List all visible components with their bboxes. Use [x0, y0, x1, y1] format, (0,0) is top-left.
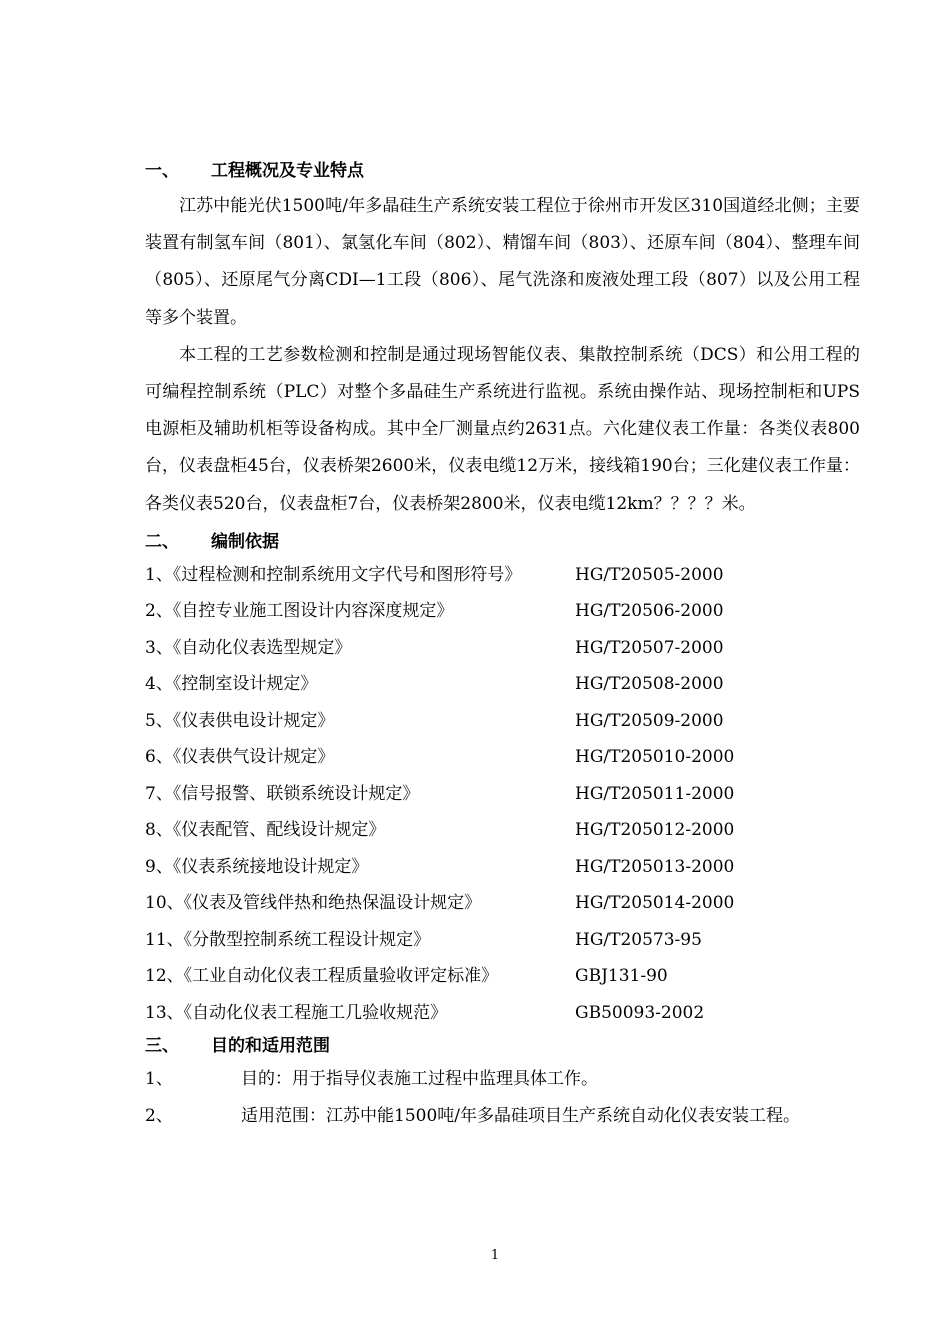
reference-code: HG/T20509-2000: [575, 710, 724, 731]
reference-code: HG/T205013-2000: [575, 856, 735, 877]
reference-code: HG/T205014-2000: [575, 893, 735, 914]
section-number: 一、: [145, 161, 179, 181]
reference-code: HG/T205010-2000: [575, 747, 735, 768]
overview-paragraphs: [145, 188, 860, 523]
scope-item-number: 2、: [145, 1105, 173, 1126]
section-number: 二、: [145, 531, 179, 552]
reference-item: [145, 812, 860, 849]
reference-title: 7、《信号报警、联锁系统设计规定》: [145, 783, 420, 804]
reference-item: [145, 630, 860, 667]
scope-item-number: 1、: [145, 1069, 173, 1090]
reference-title: 6、《仪表供气设计规定》: [145, 747, 335, 768]
reference-title: 11、《分散型控制系统工程设计规定》: [145, 929, 431, 950]
reference-item: [145, 666, 860, 703]
section-title: 工程概况及专业特点: [211, 161, 364, 181]
reference-code: HG/T20508-2000: [575, 674, 724, 695]
reference-item: [145, 776, 860, 813]
reference-title: 1、《过程检测和控制系统用文字代号和图形符号》: [145, 564, 522, 585]
section-title: 目的和适用范围: [211, 1036, 330, 1057]
reference-title: 9、《仪表系统接地设计规定》: [145, 856, 369, 877]
page-number: 1: [490, 1248, 500, 1263]
reference-title: 8、《仪表配管、配线设计规定》: [145, 820, 386, 841]
reference-item: [145, 885, 860, 922]
reference-list: [145, 557, 860, 1032]
reference-item: [145, 922, 860, 959]
overview-paragraph-1: 江苏中能光伏1500吨/年多晶硅生产系统安装工程位于徐州市开发区310国道经北侧；主要装置有制氢车间（801）、氯氢化车间（802）、精馏车间（803）、还原车间（804）、整理车间（805）、还原尾气分离CDI—1工段（806）、尾气洗涤和废液处理工段（807）以及公用工程等多个装置。: [145, 196, 860, 328]
scope-item-text: 目的：用于指导仪表施工过程中监理具体工作。: [241, 1069, 598, 1090]
overview-paragraph-2: 本工程的工艺参数检测和控制是通过现场智能仪表、集散控制系统（DCS）和公用工程的可编程控制系统（PLC）对整个多晶硅生产系统进行监视。系统由操作站、现场控制柜和UPS电源柜及辅助机柜等设备构成。其中全厂测量点约2631点。六化建仪表工作量：各类仪表800台，仪表盘柜45台，仪表桥架2600米，仪表电缆12万米，接线箱190台；三化建仪表工作量：各类仪表520台，仪表盘柜7台，仪表桥架2800米，仪表电缆12km？？？？米。: [145, 344, 860, 514]
section-heading-scope: [145, 1031, 860, 1061]
reference-item: [145, 849, 860, 886]
reference-code: GB50093-2002: [575, 1002, 705, 1023]
reference-item: [145, 703, 860, 740]
document-body: [145, 156, 860, 1134]
scope-list: [145, 1061, 860, 1134]
reference-item: [145, 739, 860, 776]
reference-code: HG/T20573-95: [575, 929, 702, 950]
reference-item: [145, 593, 860, 630]
section-number: 三、: [145, 1036, 179, 1057]
section-title: 编制依据: [211, 531, 279, 552]
scope-item-text: 适用范围：江苏中能1500吨/年多晶硅项目生产系统自动化仪表安装工程。: [241, 1105, 800, 1126]
reference-title: 3、《自动化仪表选型规定》: [145, 637, 352, 658]
reference-code: HG/T20506-2000: [575, 601, 724, 622]
reference-title: 2、《自控专业施工图设计内容深度规定》: [145, 601, 454, 622]
reference-code: HG/T205011-2000: [575, 783, 735, 804]
reference-item: [145, 995, 860, 1032]
section-heading-overview: [145, 156, 860, 186]
section-heading-basis: [145, 527, 860, 557]
scope-item: [145, 1061, 860, 1098]
reference-title: 10、《仪表及管线伴热和绝热保温设计规定》: [145, 893, 482, 914]
reference-item: [145, 557, 860, 594]
reference-title: 4、《控制室设计规定》: [145, 674, 318, 695]
scope-item: [145, 1098, 860, 1135]
reference-item: [145, 958, 860, 995]
reference-title: 5、《仪表供电设计规定》: [145, 710, 335, 731]
reference-code: HG/T20507-2000: [575, 637, 724, 658]
reference-code: GBJ131-90: [575, 966, 668, 987]
reference-title: 12、《工业自动化仪表工程质量验收评定标准》: [145, 966, 499, 987]
reference-code: HG/T205012-2000: [575, 820, 735, 841]
reference-code: HG/T20505-2000: [575, 564, 724, 585]
reference-title: 13、《自动化仪表工程施工几验收规范》: [145, 1002, 448, 1023]
